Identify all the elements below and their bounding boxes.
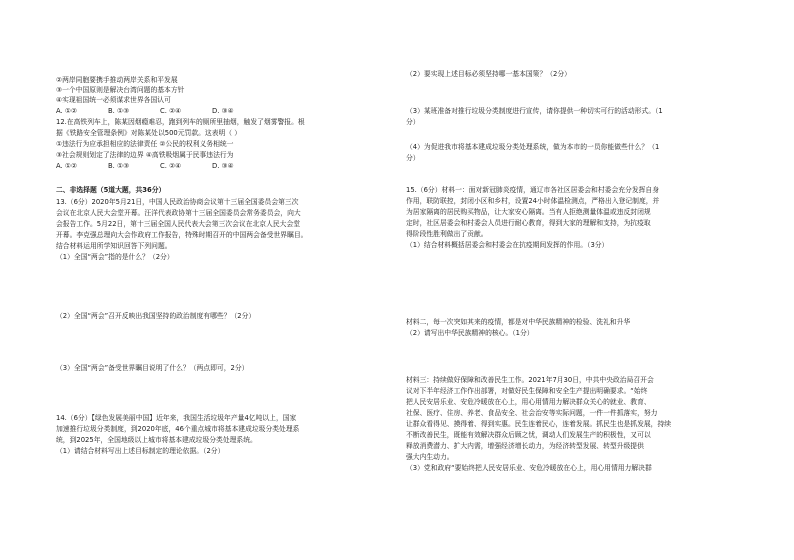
option-a[interactable]: A. ①② xyxy=(56,107,78,115)
q14-sub-3-line-1: （3）某班准备对推行垃圾分类制度进行宣传，请你提供一种切实可行的活动形式。（1 xyxy=(406,107,663,115)
q13-line-3: 会报告工作。5月22日，第十三届全国人民代表大会第三次会议在北京人民大会堂 xyxy=(56,220,301,228)
q13-sub-3: （3）全国“两会”备受世界瞩目说明了什么？（两点即可，2分） xyxy=(56,364,249,372)
material-3-line-3: 把人民安居乐业、安危冷暖放在心上，用心用情用力解决群众关心的就业、教育、 xyxy=(406,398,651,406)
material-3-line-1: 材料三：持续做好保障和改善民生工作。2021年7月30日，中共中央政治局召开会 xyxy=(406,376,654,384)
option-a[interactable]: A. ①② xyxy=(56,162,78,170)
q14-sub-4-line-2: 分） xyxy=(406,154,420,162)
q15-line-2: 作用，联防联控，封闭小区和乡村，设置24小时体温检测点，严格出入登记制度，并 xyxy=(406,197,660,205)
q12-line-2: 据《铁路安全管理条例》对陈某处以500元罚款。这表明（ ） xyxy=(56,129,242,137)
q12-line-3: ①违法行为应承担相应的法律责任 ②公民的权利义务相统一 xyxy=(56,140,234,148)
option-b[interactable]: B. ①③ xyxy=(108,162,130,170)
q13-line-4: 开幕。李克强总理向大会作政府工作报告，特殊时期召开的中国两会备受世界瞩目。 xyxy=(56,231,308,239)
q14-sub-3-line-2: 分） xyxy=(406,118,420,126)
q15-line-5: 得阶段性胜利做出了贡献。 xyxy=(406,230,488,238)
q15-sub-1: （1）结合材料概括居委会和村委会在抗疫期间发挥的作用。（3分） xyxy=(406,241,609,249)
q12-options xyxy=(56,162,264,170)
option-c[interactable]: C. ②④ xyxy=(160,107,182,115)
q15-line-4: 定时，社区居委会和村委会人员进行耐心教育，得到大家的理解和支持，为抗疫取 xyxy=(406,219,651,227)
q15-line-1: 15.（6分）材料一：面对新冠肺炎疫情，通辽市各社区居委会和村委会充分发挥自身 xyxy=(406,186,660,194)
q13-sub-2: （2）全国“两会”召开反映出我国坚持的政治制度有哪些？（2分） xyxy=(56,312,256,320)
material-3-line-4: 社保、医疗、住房、养老、食品安全、社会治安等实际问题，一件一件抓落实，努力 xyxy=(406,409,658,417)
q14-sub-2: （2）要实现上述目标必须坚持哪一基本国策？（2分） xyxy=(406,70,571,78)
option-d[interactable]: D. ③④ xyxy=(212,162,234,170)
q14-line-1: 14.（6分）【绿色发展美丽中国】近年来，我国生活垃圾年产量4亿吨以上，国家 xyxy=(56,414,297,422)
q12-line-4: ③社会规则划定了法律的边界 ④高铁吸烟属于民事违法行为 xyxy=(56,151,234,159)
q11-statement-4: ④实现祖国统一必须谋求世界各国认可 xyxy=(56,96,171,104)
material-3-line-6: 不断改善民生，既能有效解决群众后顾之忧，调动人们发展生产的积极性，又可以 xyxy=(406,431,651,439)
material-2-line-1: 材料二，每一次突如其来的疫情，都是对中华民族精神的检验、洗礼和升华 xyxy=(406,318,631,326)
q15-sub-3: （3）党和政府“要始终把人民安居乐业、安危冷暖放在心上，用心用情用力解决群 xyxy=(406,464,652,472)
q15-sub-2: （2）请写出中华民族精神的核心。（1分） xyxy=(406,329,534,337)
q11-options xyxy=(56,107,264,115)
section-2-title: 二、非选择题（5道大题，共36分） xyxy=(56,186,166,194)
q14-sub-4-line-1: （4）为促进我市将基本建成垃圾分类处理系统，做为本市的一员你能做些什么？（1 xyxy=(406,143,660,151)
q14-line-3: 统，到2025年，全国地级以上城市将基本建成垃圾分类处理系统。 xyxy=(56,436,257,444)
option-c[interactable]: C. ②④ xyxy=(160,162,182,170)
material-3-line-2: 议对下半年经济工作作出部署，对做好民生保障和安全生产提出明确要求。“始终 xyxy=(406,387,648,395)
q12-line-1: 12.在高铁列车上，陈某因烟瘾难忍，跑到列车的厕所里抽烟，触发了烟雾警报。根 xyxy=(56,118,305,126)
q13-line-5: 结合材料运用所学知识回答下列问题。 xyxy=(56,242,172,250)
right-column xyxy=(406,0,751,560)
q14-sub-1: （1）请结合材料写出上述目标制定的理论依据。（2分） xyxy=(56,447,225,455)
q13-line-2: 会议在北京人民大会堂开幕。汪洋代表政协第十三届全国委员会常务委员会，向大 xyxy=(56,209,301,217)
material-3-line-8: 强大内生动力。 xyxy=(406,453,454,461)
option-b[interactable]: B. ①③ xyxy=(108,107,130,115)
q15-line-3: 为居家隔离的居民购买物品，让大家安心隔离。当有人拒绝测量体温或违反封闭规 xyxy=(406,208,651,216)
left-column xyxy=(56,0,401,560)
q11-statement-2: ②两岸同胞要携手推动两岸关系和平发展 xyxy=(56,76,178,84)
q13-sub-1: （1）全国“两会”指的是什么？（2分） xyxy=(56,253,174,261)
q11-statement-3: ③一个中国原则是解决台湾问题的基本方针 xyxy=(56,86,185,94)
material-3-line-5: 让群众看得见、摸得着、得到实惠。民生连着民心，连着发展。抓民生也是抓发展，持续 xyxy=(406,420,672,428)
q13-line-1: 13.（6分）2020年5月21日，中国人民政治协商会议第十三届全国委员会第三次 xyxy=(56,198,299,206)
q14-line-2: 加速推行垃圾分类制度，到2020年底，46个重点城市将基本建成垃圾分类处理系 xyxy=(56,425,300,433)
option-d[interactable]: D. ③④ xyxy=(212,107,234,115)
material-3-line-7: 释放消费潜力、扩大内需，增强经济增长动力，为经济转型发展、转型升级提供 xyxy=(406,442,644,450)
